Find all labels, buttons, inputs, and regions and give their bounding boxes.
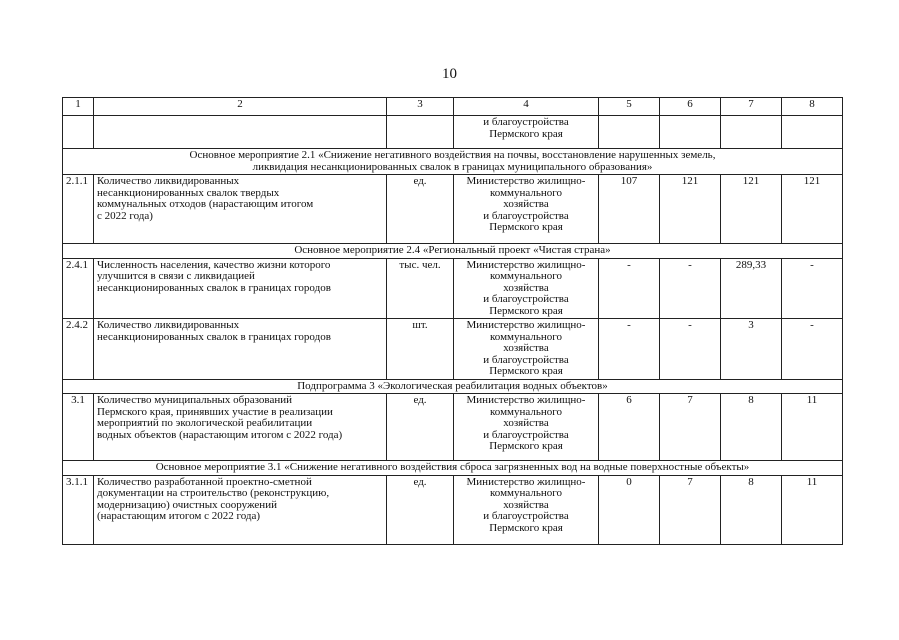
row-responsible: Министерство жилищно- коммунального хозяйства и благоустройства Пермского края xyxy=(454,475,599,544)
row-value-6: - xyxy=(660,319,721,380)
section-title: Основное мероприятие 3.1 «Снижение негативного воздействия сброса загрязненных вод на водные поверхностные объекты» xyxy=(63,461,843,476)
row-number: 3.1 xyxy=(63,394,94,461)
section-row-2-4 xyxy=(63,244,843,259)
section-row-3-1 xyxy=(63,461,843,476)
row-value-5: 107 xyxy=(599,175,660,244)
row-unit: ед. xyxy=(387,394,454,461)
row-value-8: 121 xyxy=(782,175,843,244)
row-unit: ед. xyxy=(387,475,454,544)
section-title: Основное мероприятие 2.1 «Снижение негативного воздействия на почвы, восстановление нарушенных земель, ликвидация несанкционированных свалок в границах муниципального образования» xyxy=(63,149,843,175)
header-cell-6: 6 xyxy=(660,98,721,116)
row-indicator-name: Количество разработанной проектно-сметной документации на строительство (реконструкцию, модернизацию) очистных сооружений (нарастающим итогом с 2022 года) xyxy=(94,475,387,544)
header-cell-8: 8 xyxy=(782,98,843,116)
row-value-5 xyxy=(599,116,660,149)
row-responsible: Министерство жилищно- коммунального хозяйства и благоустройства Пермского края xyxy=(454,394,599,461)
row-value-7: 3 xyxy=(721,319,782,380)
table-row-2-1-1 xyxy=(63,175,843,244)
header-cell-7: 7 xyxy=(721,98,782,116)
row-value-6: 7 xyxy=(660,394,721,461)
row-value-7: 8 xyxy=(721,475,782,544)
row-value-7 xyxy=(721,116,782,149)
header-row xyxy=(63,98,843,116)
header-cell-3: 3 xyxy=(387,98,454,116)
row-value-5: - xyxy=(599,319,660,380)
row-value-6: 7 xyxy=(660,475,721,544)
row-value-7: 8 xyxy=(721,394,782,461)
table-row-3-1-1 xyxy=(63,475,843,544)
row-value-7: 289,33 xyxy=(721,258,782,319)
header-cell-4: 4 xyxy=(454,98,599,116)
table-row-2-4-1 xyxy=(63,258,843,319)
subprogram-row-3 xyxy=(63,379,843,394)
row-responsible: и благоустройства Пермского края xyxy=(454,116,599,149)
row-value-8: 11 xyxy=(782,475,843,544)
row-indicator-name xyxy=(94,116,387,149)
row-value-7: 121 xyxy=(721,175,782,244)
row-value-5: 6 xyxy=(599,394,660,461)
row-unit xyxy=(387,116,454,149)
row-unit: ед. xyxy=(387,175,454,244)
section-row-2-1 xyxy=(63,149,843,175)
row-unit: тыс. чел. xyxy=(387,258,454,319)
header-cell-1: 1 xyxy=(63,98,94,116)
row-value-8: - xyxy=(782,319,843,380)
row-value-6: 121 xyxy=(660,175,721,244)
row-value-5: 0 xyxy=(599,475,660,544)
row-number: 2.4.1 xyxy=(63,258,94,319)
row-value-6 xyxy=(660,116,721,149)
row-number: 3.1.1 xyxy=(63,475,94,544)
row-value-6: - xyxy=(660,258,721,319)
table-row-2-4-2 xyxy=(63,319,843,380)
page-number: 10 xyxy=(442,66,457,82)
row-number: 2.4.2 xyxy=(63,319,94,380)
row-indicator-name: Количество ликвидированных несанкционированных свалок в границах городов xyxy=(94,319,387,380)
row-number: 2.1.1 xyxy=(63,175,94,244)
row-responsible: Министерство жилищно- коммунального хозяйства и благоустройства Пермского края xyxy=(454,258,599,319)
row-number xyxy=(63,116,94,149)
row-value-8: 11 xyxy=(782,394,843,461)
table-row-3-1 xyxy=(63,394,843,461)
row-responsible: Министерство жилищно- коммунального хозяйства и благоустройства Пермского края xyxy=(454,319,599,380)
section-title: Подпрограмма 3 «Экологическая реабилитация водных объектов» xyxy=(63,379,843,394)
indicators-table xyxy=(62,97,843,545)
section-title: Основное мероприятие 2.4 «Региональный проект «Чистая страна» xyxy=(63,244,843,259)
header-cell-2: 2 xyxy=(94,98,387,116)
row-value-8: - xyxy=(782,258,843,319)
row-value-8 xyxy=(782,116,843,149)
row-unit: шт. xyxy=(387,319,454,380)
table-row-continuation xyxy=(63,116,843,149)
row-indicator-name: Количество ликвидированных несанкционированных свалок твердых коммунальных отходов (нарастающим итогом с 2022 года) xyxy=(94,175,387,244)
header-cell-5: 5 xyxy=(599,98,660,116)
row-value-5: - xyxy=(599,258,660,319)
row-responsible: Министерство жилищно- коммунального хозяйства и благоустройства Пермского края xyxy=(454,175,599,244)
row-indicator-name: Количество муниципальных образований Пермского края, принявших участие в реализации мероприятий по экологической реабилитации водных объектов (нарастающим итогом с 2022 года) xyxy=(94,394,387,461)
row-indicator-name: Численность населения, качество жизни которого улучшится в связи с ликвидацией несанкционированных свалок в границах городов xyxy=(94,258,387,319)
